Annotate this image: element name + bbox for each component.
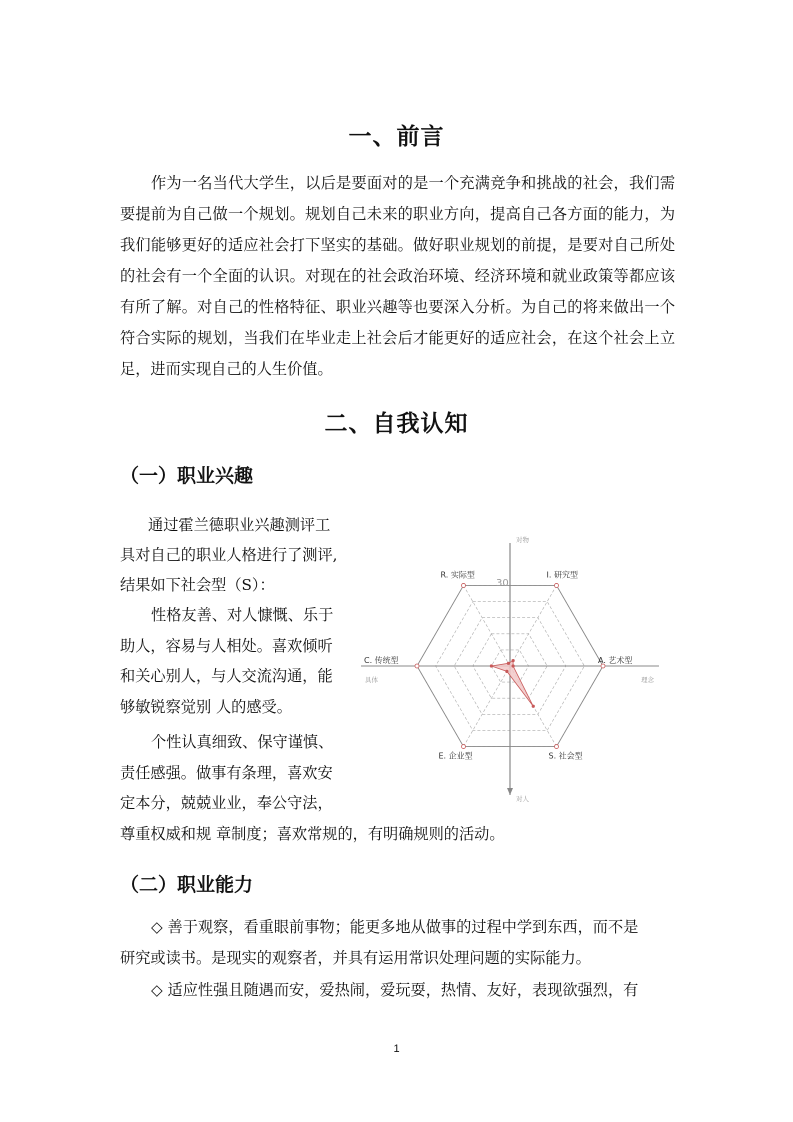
radar-axis-arrow	[507, 788, 513, 795]
radar-data-polygon	[491, 661, 533, 707]
radar-vertex-marker	[462, 745, 466, 749]
interest-line: 通过霍兰德职业兴趣测评工	[148, 516, 331, 534]
radar-data-point	[532, 705, 535, 708]
ability-bullet-2: ◇ 适应性强且随遇而安，爱热闹，爱玩耍，热情、友好，表现欲强烈，有	[151, 981, 639, 999]
interest-line-last: 尊重权威和规 章制度；喜欢常规的，有明确规则的活动。	[120, 825, 505, 843]
interest-line: 个性认真细致、保守谨慎、	[151, 733, 334, 751]
radar-spoke	[464, 585, 511, 666]
radar-data-point	[505, 670, 508, 673]
radar-vertex-marker	[462, 583, 466, 587]
subsection-title-ability: （二）职业能力	[120, 874, 254, 896]
radar-data-point	[490, 664, 493, 667]
radar-spoke	[510, 585, 557, 666]
radar-spoke	[464, 666, 511, 747]
radar-category-label: S. 社会型	[548, 751, 583, 761]
radar-category-label: R. 实际型	[440, 570, 475, 580]
ability-bullet-1-cont: 研究或读书。是现实的观察者，并具有运用常识处理问题的实际能力。	[120, 949, 591, 967]
interest-line: 够敏锐察觉别 人的感受。	[120, 698, 292, 716]
interest-line: 结果如下社会型（S）：	[120, 576, 275, 594]
radar-data-point	[507, 662, 510, 665]
radar-axis-label-left: 具体	[365, 676, 378, 684]
interest-line: 定本分，兢兢业业，奉公守法，	[120, 794, 333, 812]
page-number: 1	[393, 1043, 400, 1055]
subsection-title-interest: （一）职业兴趣	[120, 465, 254, 487]
radar-scale-label: 30	[496, 578, 509, 589]
ability-bullet-1: ◇ 善于观察，看重眼前事物；能更多地从做事的过程中学到东西，而不是	[151, 918, 639, 936]
radar-vertex-marker	[555, 745, 559, 749]
holland-radar-chart	[355, 525, 665, 810]
radar-category-label: C. 传统型	[364, 656, 399, 665]
interest-line: 助人，容易与人相处。喜欢倾听	[120, 637, 333, 655]
radar-axis-label-right: 理念	[641, 676, 654, 684]
interest-line: 具对自己的职业人格进行了测评,	[120, 546, 338, 564]
interest-line: 责任感强。做事有条理，喜欢安	[120, 764, 333, 782]
interest-line: 性格友善、对人慷慨、乐于	[151, 606, 334, 624]
radar-category-label: I. 研究型	[546, 570, 578, 580]
radar-data-point	[512, 664, 515, 667]
interest-line: 和关心别人，与人交流沟通，能	[120, 667, 333, 685]
radar-vertex-marker	[555, 583, 559, 587]
section-title-self-awareness: 二、自我认知	[324, 411, 469, 437]
radar-data-point	[512, 659, 515, 662]
radar-axis-label-top: 对物	[516, 536, 529, 544]
radar-category-label: E. 企业型	[438, 751, 473, 761]
section-title-preface: 一、前言	[348, 124, 445, 150]
radar-axis-label-bottom: 对人	[516, 795, 529, 803]
radar-vertex-marker	[415, 664, 419, 668]
preface-paragraph: 作为一名当代大学生，以后是要面对的是一个充满竞争和挑战的社会，我们需要提前为自己做一个规划。规划自己未来的职业方向，提高自己各方面的能力，为我们能够更好的适应社会打下坚实的基础。做好职业规划的前提，是要对自己所处的社会有一个全面的认识。对现在的社会政治环境、经济环境和就业政策等都应该有所了解。对自己的性格特征、职业兴趣等也要深入分析。为自己的将来做出一个符合实际的规划，当我们在毕业走上社会后才能更好的适应社会，在这个社会上立足，进而实现自己的人生价值。	[120, 174, 675, 378]
radar-category-label: A. 艺术型	[598, 656, 633, 665]
